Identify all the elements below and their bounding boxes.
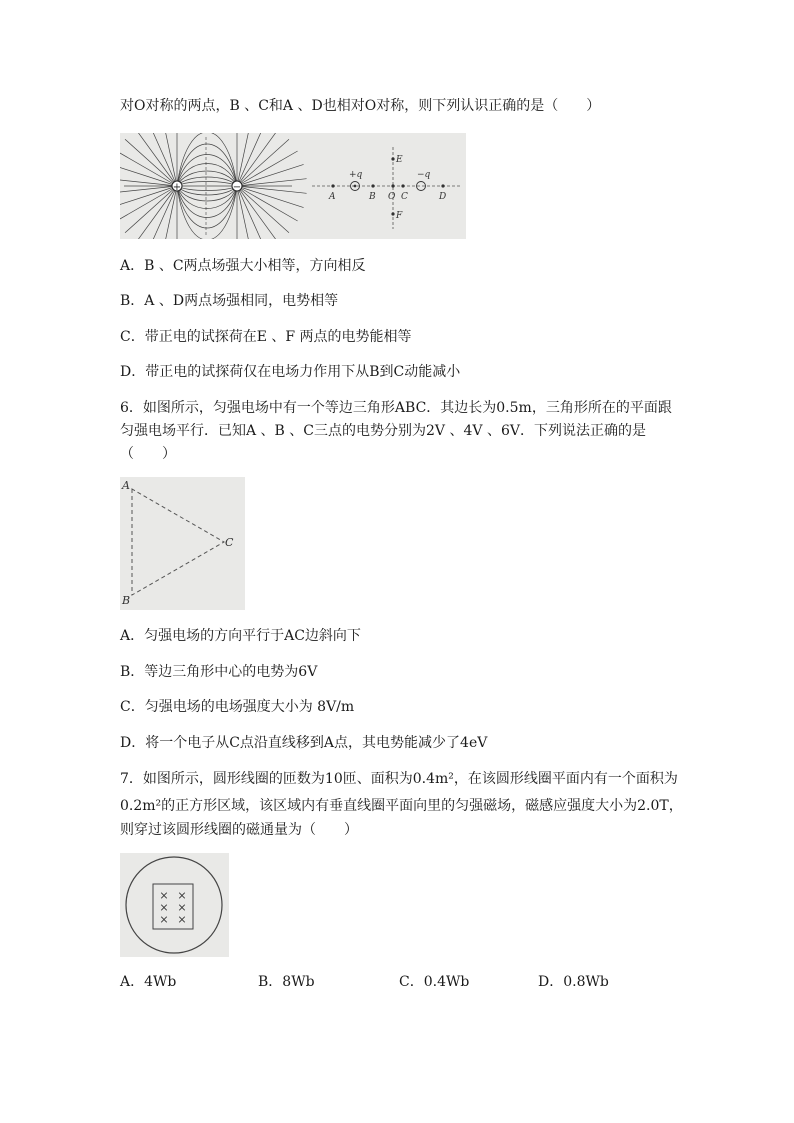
q7-option-d: D．0.8Wb bbox=[538, 974, 609, 990]
q5-field-diagram bbox=[120, 133, 466, 239]
q6-line-3: （ ） bbox=[120, 446, 176, 462]
q7-line-1: 7．如图所示，圆形线圈的匝数为10匝、面积为0.4m²，在该圆形线圈平面内有一个面积为 bbox=[120, 771, 678, 787]
point-f-label: F bbox=[396, 211, 403, 221]
b-field-cross-icon: × bbox=[177, 901, 187, 914]
vertex-c-label: C bbox=[225, 536, 234, 549]
point-o-label: O bbox=[388, 192, 396, 202]
q7-line-3: 则穿过该圆形线圈的磁通量为（ ） bbox=[120, 822, 358, 838]
b-field-cross-icon: × bbox=[177, 889, 187, 902]
point-b-label: B bbox=[369, 192, 376, 202]
plus-q-label: +q bbox=[349, 170, 363, 180]
point-c-label: C bbox=[401, 192, 408, 202]
q5-option-a: A．B 、C两点场强大小相等，方向相反 bbox=[120, 258, 366, 274]
q5-option-c: C．带正电的试探荷在E 、F 两点的电势能相等 bbox=[120, 329, 412, 345]
minus-q-label: −q bbox=[417, 170, 431, 180]
b-field-cross-icon: × bbox=[177, 913, 187, 926]
left-plus-label: + bbox=[172, 182, 182, 193]
q5-intro: 对O对称的两点，B 、C和A 、D也相对O对称，则下列认识正确的是（ ） bbox=[120, 98, 601, 114]
q7-option-b: B．8Wb bbox=[258, 974, 315, 990]
point-e-label: E bbox=[396, 155, 403, 165]
q6-line-1: 6．如图所示，匀强电场中有一个等边三角形ABC．其边长为0.5m，三角形所在的平面跟 bbox=[120, 400, 672, 416]
vertex-b-label: B bbox=[122, 594, 131, 607]
dashed-triangle bbox=[132, 489, 224, 595]
q6-option-b: B．等边三角形中心的电势为6V bbox=[120, 664, 318, 680]
q6-option-a: A．匀强电场的方向平行于AC边斜向下 bbox=[120, 628, 361, 644]
point-d-label: D bbox=[439, 192, 447, 202]
q5-figure bbox=[120, 133, 466, 239]
q7-figure bbox=[120, 853, 229, 957]
q5-option-b: B．A 、D两点场强相同，电势相等 bbox=[120, 293, 339, 309]
q7-line-2: 0.2m²的正方形区域，该区域内有垂直线圈平面向里的匀强磁场，磁感应强度大小为2.0T， bbox=[120, 798, 683, 814]
q7-coil-diagram bbox=[120, 853, 229, 957]
q6-option-c: C．匀强电场的电场强度大小为 8V/m bbox=[120, 699, 355, 715]
vertex-a-label: A bbox=[122, 479, 130, 492]
q6-figure bbox=[120, 477, 245, 610]
b-field-cross-icon: × bbox=[159, 913, 169, 926]
q7-option-c: C．0.4Wb bbox=[399, 974, 470, 990]
q6-option-d: D．将一个电子从C点沿直线移到A点，其电势能减少了4eV bbox=[120, 735, 488, 751]
q5-option-d: D．带正电的试探荷仅在电场力作用下从B到C动能减小 bbox=[120, 364, 461, 380]
left-minus-label: − bbox=[232, 182, 242, 193]
q6-triangle-diagram bbox=[120, 477, 245, 610]
q6-line-2: 匀强电场平行．已知A 、B 、C三点的电势分别为2V 、4V 、6V．下列说法正确的是 bbox=[120, 423, 646, 439]
q7-option-a: A．4Wb bbox=[120, 974, 177, 990]
point-a-label: A bbox=[329, 192, 336, 202]
b-field-cross-icon: × bbox=[159, 901, 169, 914]
circular-coil bbox=[126, 857, 222, 953]
b-field-cross-icon: × bbox=[159, 889, 169, 902]
